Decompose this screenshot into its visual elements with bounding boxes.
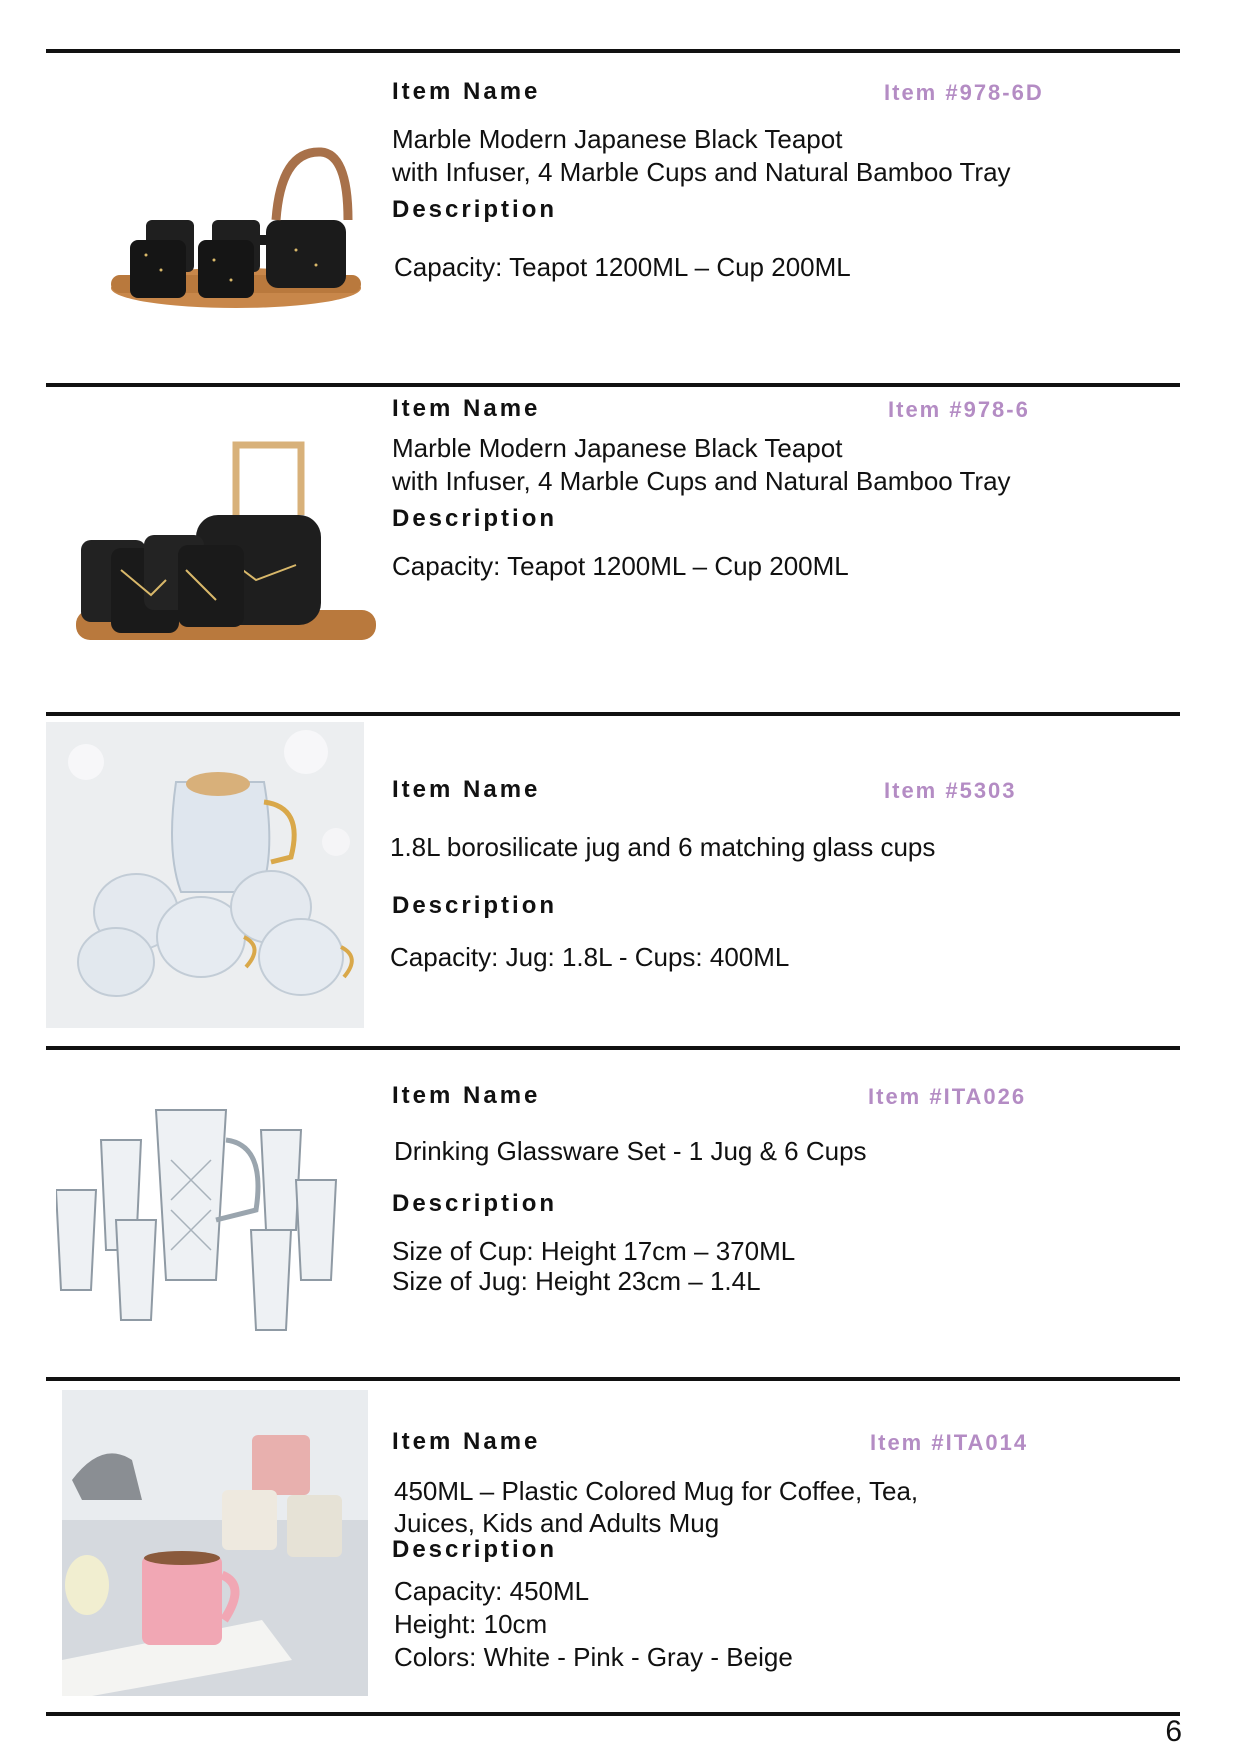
description-heading: Description (392, 505, 558, 532)
description-heading: Description (392, 1190, 558, 1217)
item-name-line: Juices, Kids and Adults Mug (394, 1508, 720, 1538)
description-line: Colors: White - Pink - Gray - Beige (394, 1642, 793, 1672)
item-name-heading: Item Name (392, 78, 541, 105)
item-name-line: Marble Modern Japanese Black Teapot (392, 433, 843, 463)
divider-rule (46, 1712, 1180, 1716)
item-name-line: with Infuser, 4 Marble Cups and Natural Bamboo Tray (392, 157, 1011, 187)
divider-rule (46, 49, 1180, 53)
description-line: Size of Jug: Height 23cm – 1.4L (392, 1266, 761, 1296)
product-entry (46, 722, 1180, 1042)
product-entry (46, 60, 1180, 380)
product-entry (46, 1390, 1180, 1708)
item-number: Item #978-6D (884, 80, 1044, 105)
item-name-heading: Item Name (392, 1428, 541, 1455)
divider-rule (46, 1377, 1180, 1381)
divider-rule (46, 383, 1180, 387)
item-name-line: with Infuser, 4 Marble Cups and Natural Bamboo Tray (392, 466, 1011, 496)
item-name-line: 450ML – Plastic Colored Mug for Coffee, Tea, (394, 1476, 919, 1506)
item-name-heading: Item Name (392, 395, 541, 422)
item-number: Item #5303 (884, 778, 1017, 803)
description-heading: Description (392, 1536, 558, 1563)
description-line: Capacity: 450ML (394, 1576, 590, 1606)
description-heading: Description (392, 892, 558, 919)
item-number: Item #978-6 (888, 397, 1030, 422)
item-name-heading: Item Name (392, 1082, 541, 1109)
item-name-heading: Item Name (392, 776, 541, 803)
product-entry (46, 1056, 1180, 1374)
description-line: Size of Cup: Height 17cm – 370ML (392, 1236, 796, 1266)
page-number: 6 (1165, 1715, 1182, 1748)
description-line: Capacity: Jug: 1.8L - Cups: 400ML (390, 942, 790, 972)
item-name-line: Marble Modern Japanese Black Teapot (392, 124, 843, 154)
description-line: Height: 10cm (394, 1609, 548, 1639)
description-heading: Description (392, 196, 558, 223)
description-line: Capacity: Teapot 1200ML – Cup 200ML (392, 551, 849, 581)
item-number: Item #ITA026 (868, 1084, 1027, 1109)
product-entry (46, 395, 1180, 705)
divider-rule (46, 1046, 1180, 1050)
divider-rule (46, 712, 1180, 716)
description-line: Capacity: Teapot 1200ML – Cup 200ML (394, 252, 851, 282)
item-name-line: 1.8L borosilicate jug and 6 matching glass cups (390, 832, 936, 862)
item-number: Item #ITA014 (870, 1430, 1029, 1455)
item-name-line: Drinking Glassware Set - 1 Jug & 6 Cups (394, 1136, 867, 1166)
